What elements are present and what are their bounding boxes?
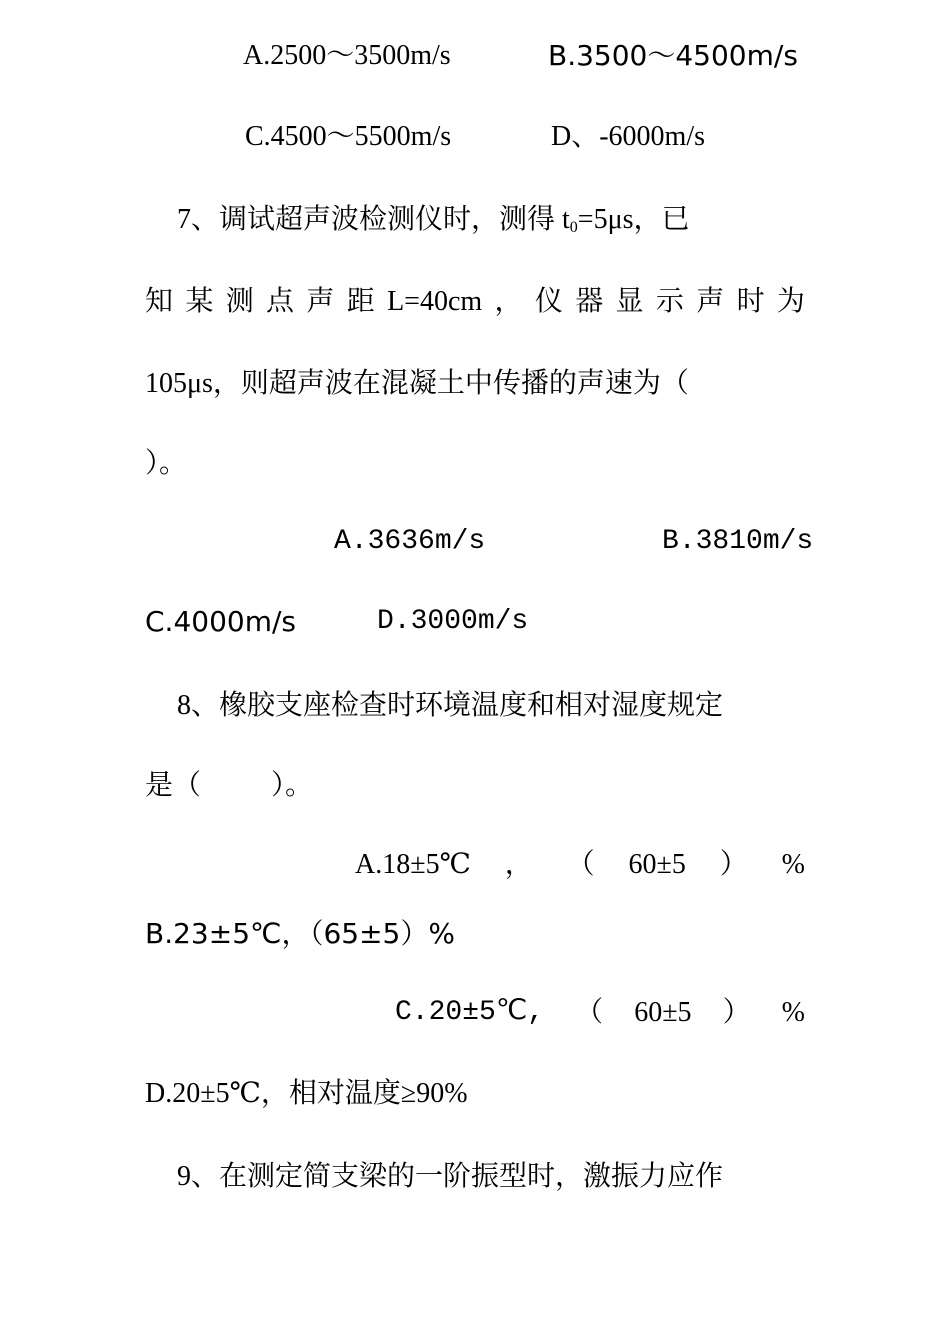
q7-stem-line-3: 105μs，则超声波在混凝土中传播的声速为（ bbox=[145, 368, 689, 399]
q8-option-a-part: ） bbox=[719, 849, 748, 880]
q7-stem-line-2-token: 某 bbox=[185, 286, 214, 317]
q8-option-b: B.23±5℃，（65±5）% bbox=[145, 917, 455, 950]
q6-option-b: B.3500～4500m/s bbox=[548, 39, 798, 72]
q6-option-d: D、-6000m/s bbox=[551, 121, 706, 152]
q7-stem-line-1-post: =5μs，已 bbox=[577, 204, 690, 235]
q8-option-a-part: ， bbox=[504, 849, 533, 880]
q7-option-c: C.4000m/s bbox=[145, 605, 297, 638]
q7-stem-line-2-token: 测 bbox=[225, 286, 254, 317]
q8-stem-line-2: 是（ ）。 bbox=[145, 770, 314, 801]
q8-option-a bbox=[355, 845, 805, 885]
q9-stem-line-1: 9、在测定简支梁的一阶振型时，激振力应作 bbox=[177, 1161, 724, 1192]
q7-stem-line-2-token: 时 bbox=[736, 286, 765, 317]
q7-stem-line-2-token: 仪 bbox=[534, 286, 563, 317]
q8-option-c bbox=[395, 993, 805, 1033]
q7-stem-line-2-token: 示 bbox=[655, 286, 684, 317]
q7-stem-line-2-token: 器 bbox=[575, 286, 604, 317]
q7-stem-line-2-token: 显 bbox=[615, 286, 644, 317]
q7-stem-line-2-token: ， bbox=[494, 286, 523, 317]
q7-stem-line-2-token: 声 bbox=[696, 286, 725, 317]
q8-stem-line-1: 8、橡胶支座检查时环境温度和相对湿度规定 bbox=[177, 690, 724, 721]
q7-stem-line-1 bbox=[177, 200, 689, 240]
q7-stem-line-2 bbox=[145, 282, 805, 322]
q7-stem-line-2-token: 为 bbox=[776, 286, 805, 317]
q8-option-c-part: （ bbox=[575, 997, 604, 1028]
q8-option-c-part: C.20±5℃, bbox=[395, 997, 545, 1028]
q6-option-a: A.2500～3500m/s bbox=[243, 40, 451, 71]
q7-t-subscript: 0 bbox=[569, 219, 578, 236]
q8-option-a-part: 60±5 bbox=[628, 849, 686, 880]
q8-option-a-part: % bbox=[781, 849, 805, 880]
q7-stem-line-4: ）。 bbox=[145, 448, 188, 479]
q8-option-a-part: A.18±5℃ bbox=[355, 849, 471, 880]
q8-option-c-part: ） bbox=[722, 997, 751, 1028]
q8-option-c-part: % bbox=[781, 997, 805, 1028]
q7-stem-line-2-token: 点 bbox=[266, 286, 295, 317]
q7-stem-line-2-token: 知 bbox=[145, 286, 174, 317]
q7-stem-line-2-token: 声 bbox=[306, 286, 335, 317]
q7-stem-line-2-token: L=40cm bbox=[387, 286, 483, 317]
q7-option-b: B.3810m/s bbox=[662, 526, 814, 557]
q8-option-c-part: 60±5 bbox=[634, 997, 692, 1028]
q8-option-d: D.20±5℃，相对温度≥90% bbox=[145, 1078, 468, 1109]
q8-option-a-part: （ bbox=[566, 849, 595, 880]
q7-option-a: A.3636m/s bbox=[334, 526, 486, 557]
q7-stem-line-2-token: 距 bbox=[346, 286, 375, 317]
q6-option-c: C.4500～5500m/s bbox=[245, 121, 452, 152]
q7-option-d: D.3000m/s bbox=[377, 606, 529, 637]
q7-stem-line-1-pre: 7、调试超声波检测仪时，测得 t bbox=[177, 204, 570, 235]
